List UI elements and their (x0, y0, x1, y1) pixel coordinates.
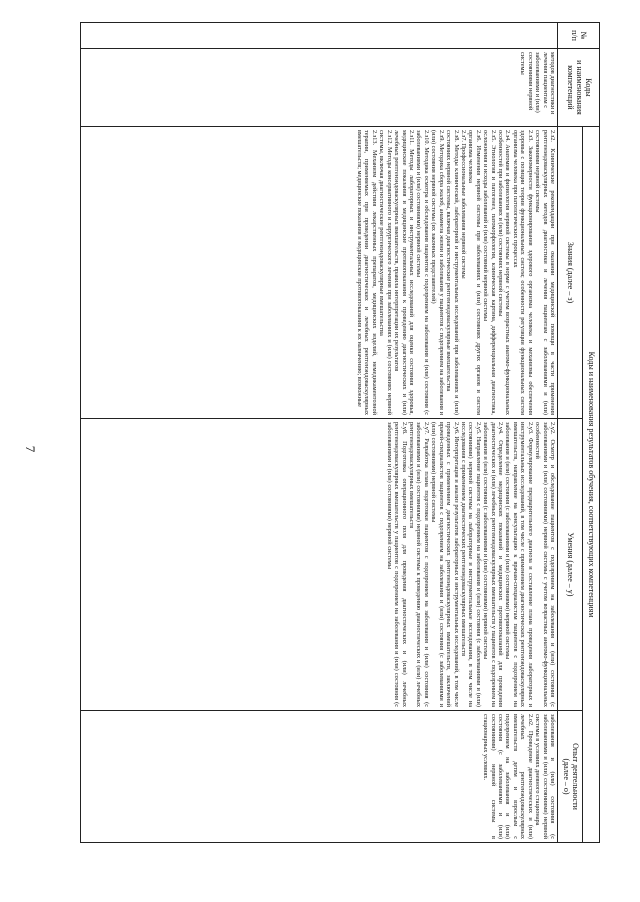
header-group: Коды и наименования результатов обучения, соответствующих компетенциям (583, 127, 600, 843)
knowledge-item: 2.з11. Методы лабораторных и инструментальных исследований для оценки состояния здоровья, медицинские показания и медицинские противопоказания к проведению диагностических и (или) лечебных рентгенэндоваскулярных вмешательств, правила интерпретации их результатов (393, 130, 415, 415)
cell-number (81, 23, 558, 49)
cell-skills (81, 419, 558, 711)
skill-item: 2.у5. Направление пациентов с подозрением на заболевания и (или) состояния (с заболеваниями и (или) состояниями) нервной системы на лабораторные и инструментальные исследования, в том числе на исследования с применением диагностических рентгенэндоваскулярных вмешательств (459, 422, 482, 707)
skill-item: 2.у7. Разработка плана подготовки пациентов с подозрением на заболевания и (или) состояния (с заболеваниями и (или) состояниями) нервной системы к проведению диагностических и (или) лечебных рентгенэндоваскулярных вмешательств (407, 422, 430, 707)
experience-item: 2.о2. Проведение диагностических и (или) лечебных рентгенэндоваскулярных вмешательств детям и взрослым с подозрением на заболевания и (или) состояния (с заболеваниями и (или) состояниями) нервной системы в стационарных условиях. (482, 714, 534, 839)
rotated-document (80, 22, 600, 842)
skill-item: 2.у3. Формулирование предварительного диагноза и составление плана проведения лабораторных и инструментальных исследований, в том числе с применением диагностических рентгенэндоваскулярных вмешательств, направление на консультацию к врачам-специалистам пациентов с подозрением на заболевания и (или) состояния (с заболеваниями и (или) состояниями) нервной системы (504, 422, 534, 707)
knowledge-item: 2.з3. Закономерности функционирования здорового организма человека и механизмы обеспечения здоровья с позиции теории функциональных систем; особенности регуляции функциональных систем организма человека при патологических процессах (511, 130, 534, 415)
cell-experience (81, 711, 558, 843)
header-codes: Коды и наименования компетенций (558, 49, 600, 127)
header-number: № п/п (558, 23, 600, 49)
knowledge-item: 2.з7. Профессиональные заболевания нервной системы (459, 130, 467, 279)
knowledge-item: 2.з9. Методика сбора жалоб, анамнеза жизни и заболевания у пациентов с подозрением на заболевания и (или) состояния нервной системы (их законных представителей) (430, 130, 445, 415)
knowledge-item: 2.з13. Механизм действия лекарственных препаратов, медицинских изделий, немедикаментозной терапии, применяемых при проведении диагностических и лечебных рентгенэндоваскулярных вмешательств; медицинские показания и медицинские противопоказания к их назначению; возможные (356, 130, 378, 415)
knowledge-item: 2.з8. Методы клинической, лабораторной и инструментальных исследований при заболеваниях и (или) состояниях нервной системы, включая диагностические рентгенэндоваскулярные вмешательства (445, 130, 460, 415)
skill-item: 2.у4. Определение медицинских показаний и медицинских противопоказаний для проведения диагностических и (или) лечебных рентгенэндоваскулярных вмешательств у пациентов с подозрением на заболевания и (или) состояния (с заболеваниями и (или) состояниями) нервной системы (482, 422, 505, 707)
header-skills: Умения (далее – у) (558, 419, 583, 711)
knowledge-item: 2.з4. Анатомия и физиология нервной системы в норме с учетом возрастных анатомо-функциональных особенностей при заболеваниях и (или) состояниях нервной системы (497, 130, 512, 415)
cell-codes: методов диагностики и лечения пациентам с заболеваниями и (или) состояниями нервной системы (81, 49, 558, 127)
header-knowledge: Знания (далее – з) (558, 127, 583, 419)
cell-knowledge (81, 127, 558, 419)
experience-item: заболевания и (или) состояния (с заболеваниями и (или) состояниями) нервной системы в условиях дневного стационара (534, 714, 556, 839)
knowledge-item: 2.з10. Методика осмотра и обследования пациентов с подозрением на заболевания и (или) состояния (с заболеваниями и (или) состояниями) нервной системы (415, 130, 430, 415)
skill-item: 2.у6. Интерпретация и анализ результатов лабораторных и инструментальных исследований, в том числе проведенных с применением диагностических рентгенэндоваскулярных вмешательств, заключений врачей-специалистов пациентов с подозрением на заболевания и (или) состояния (с заболеваниями и (или) состояниями) нервной системы (430, 422, 460, 707)
skill-item: 2.у2. Осмотр и обследование пациентов с подозрением на заболевания и (или) состояния (с заболеваниями и (или) состояниями) нервной системы с учетом возрастных анатомо-функциональных особенностей (534, 422, 556, 707)
competency-table (80, 22, 600, 843)
knowledge-item: 2.з6. Изменения нервной системы при заболеваниях и (или) состояниях других органов и систем организма человека (467, 130, 482, 415)
knowledge-item: 2.з5. Этиология и патогенез, патоморфология, клиническая картина, дифференциальная диагностика, осложнения и исходы заболеваний и (или) состояний нервной системы (482, 130, 497, 415)
knowledge-item: 2.з2. Клинические рекомендации при оказании медицинской помощи в части применения рентгенэндоваскулярных методов диагностики и лечения пациентам с заболеваниями и (или) состояниями нервной системы (534, 130, 556, 415)
header-experience: Опыт деятельности (далее – о) (558, 711, 583, 843)
knowledge-item: 2.з12. Методы консервативного и хирургического лечения при заболеваниях и (или) состояниях нервной системы, включая диагностические рентгенэндоваскулярные вмешательства (378, 130, 393, 415)
skill-item: 2.у8. Подготовка операционного поля для проведения диагностических и (или) лечебных рентгенэндоваскулярных вмешательств у пациентов с подозрением на заболевания и (или) состояния (с заболеваниями и (или) состояниями) нервной системы (385, 422, 408, 707)
table-row (81, 23, 558, 843)
page-number: 7 (23, 445, 38, 453)
